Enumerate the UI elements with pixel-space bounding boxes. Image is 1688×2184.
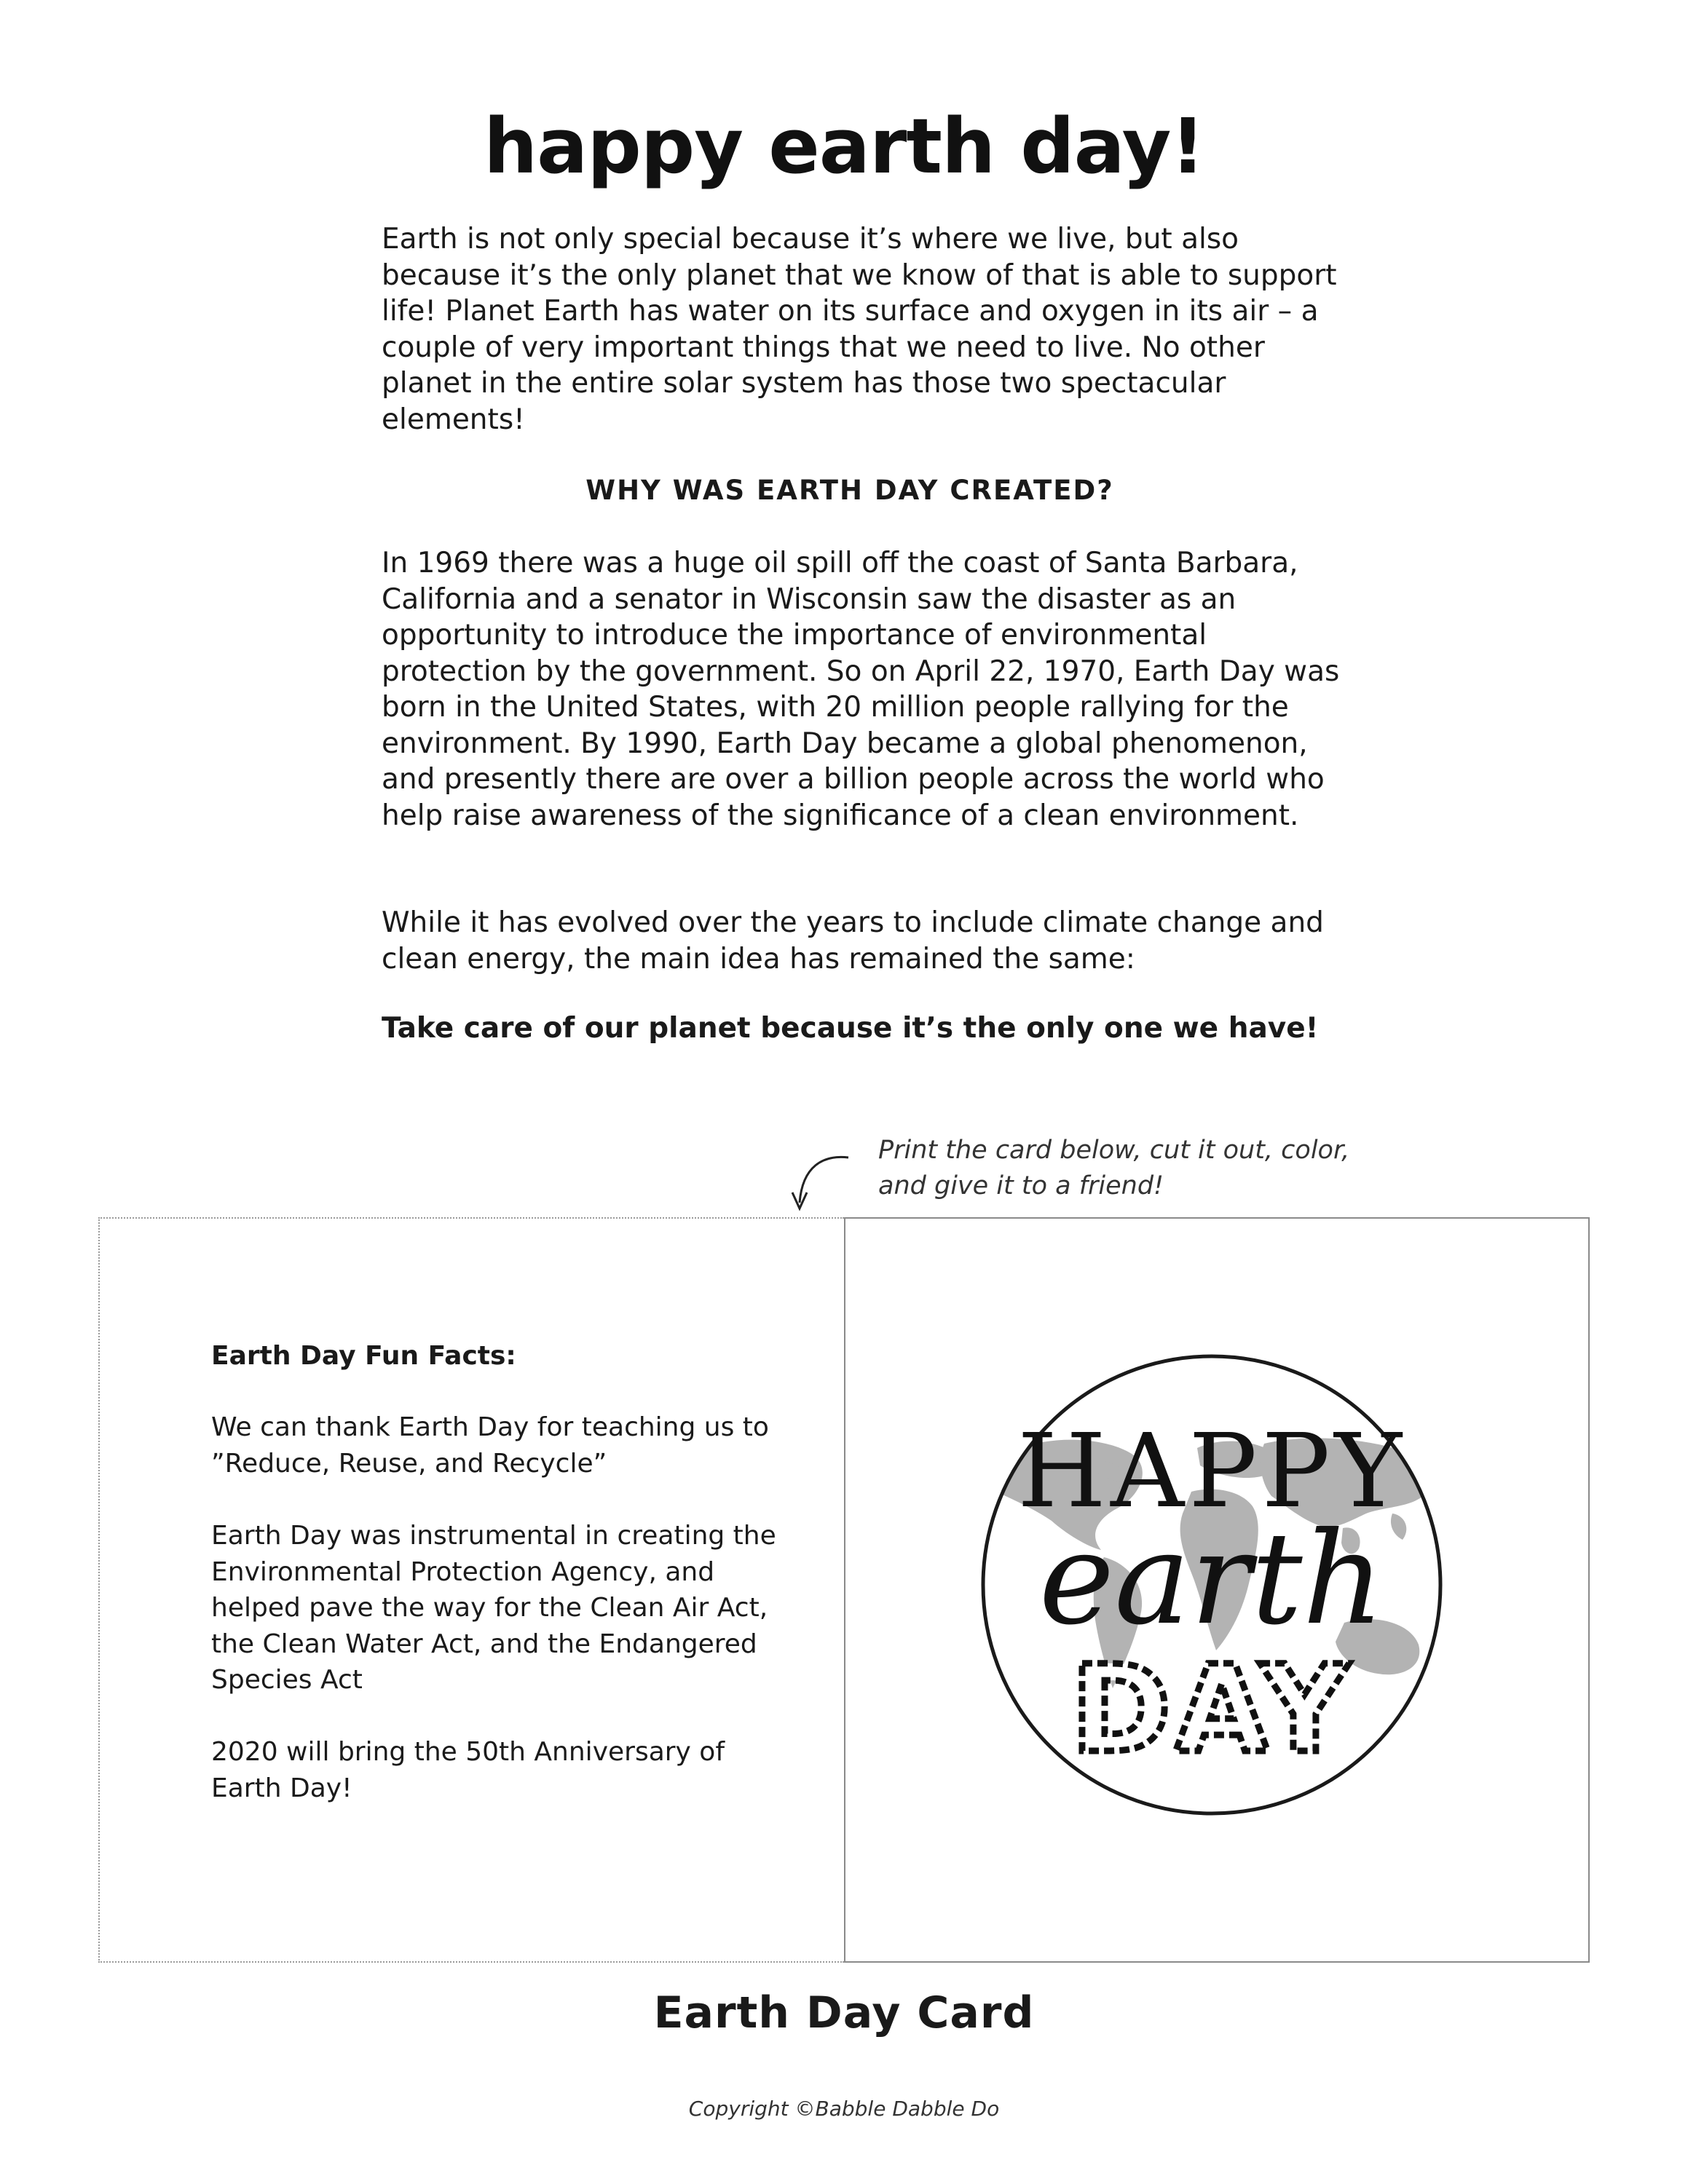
emblem-text-happy: HAPPY (1017, 1412, 1407, 1531)
curved-arrow-icon (772, 1143, 859, 1223)
emblem-text-earth: earth (1038, 1506, 1385, 1653)
history-paragraph: In 1969 there was a huge oil spill off the coast of Santa Barbara, California and a senator in Wisconsin saw the disaster as an opportunity to introduce the importance of environmental protection by the government. So on April 22, 1970, Earth Day was born in the United States, with 20 million people rallying for the environment. By 1990, Earth Day became a global phenomenon, and presently there are over a billion people across the world who help raise awareness of the significance of a clean environment. (382, 547, 1340, 832)
card-inside-panel (98, 1217, 844, 1963)
intro-paragraph: Earth is not only special because it’s where we live, but also because it’s the only planet that we know of that is able to support life! Planet Earth has water on its surface and oxygen in its air – a couple of very important things that we need to live. No other planet in the entire solar system has those two spectacular elements! (382, 223, 1337, 436)
page-title: happy earth day! (484, 102, 1204, 191)
fun-fact-item: 2020 will bring the 50th Anniversary of Earth Day! (211, 1737, 725, 1803)
section-heading: WHY WAS EARTH DAY CREATED? (585, 475, 1114, 506)
card-caption: Earth Day Card (653, 1987, 1035, 2038)
card-cover-panel (844, 1217, 1590, 1963)
fun-fact-item: Earth Day was instrumental in creating the Environmental Protection Agency, and helped pave the way for the Clean Air Act, the Clean Water Act, and the Endangered Species Act (211, 1521, 776, 1695)
fun-fact-item: We can thank Earth Day for teaching us to ”Reduce, Reuse, and Recycle” (211, 1412, 769, 1479)
tagline: Take care of our planet because it’s the only one we have! (382, 1012, 1319, 1045)
evolution-paragraph: While it has evolved over the years to include climate change and clean energy, the main idea has remained the same: (382, 906, 1324, 976)
print-instructions: Print the card below, cut it out, color, and give it to a friend! (878, 1136, 1350, 1200)
emblem-text-day: DAY (1070, 1639, 1353, 1779)
copyright-notice: Copyright ©Babble Dabble Do (688, 2097, 1000, 2121)
happy-earth-day-emblem (979, 1352, 1445, 1818)
fun-facts-title: Earth Day Fun Facts: (211, 1341, 516, 1371)
